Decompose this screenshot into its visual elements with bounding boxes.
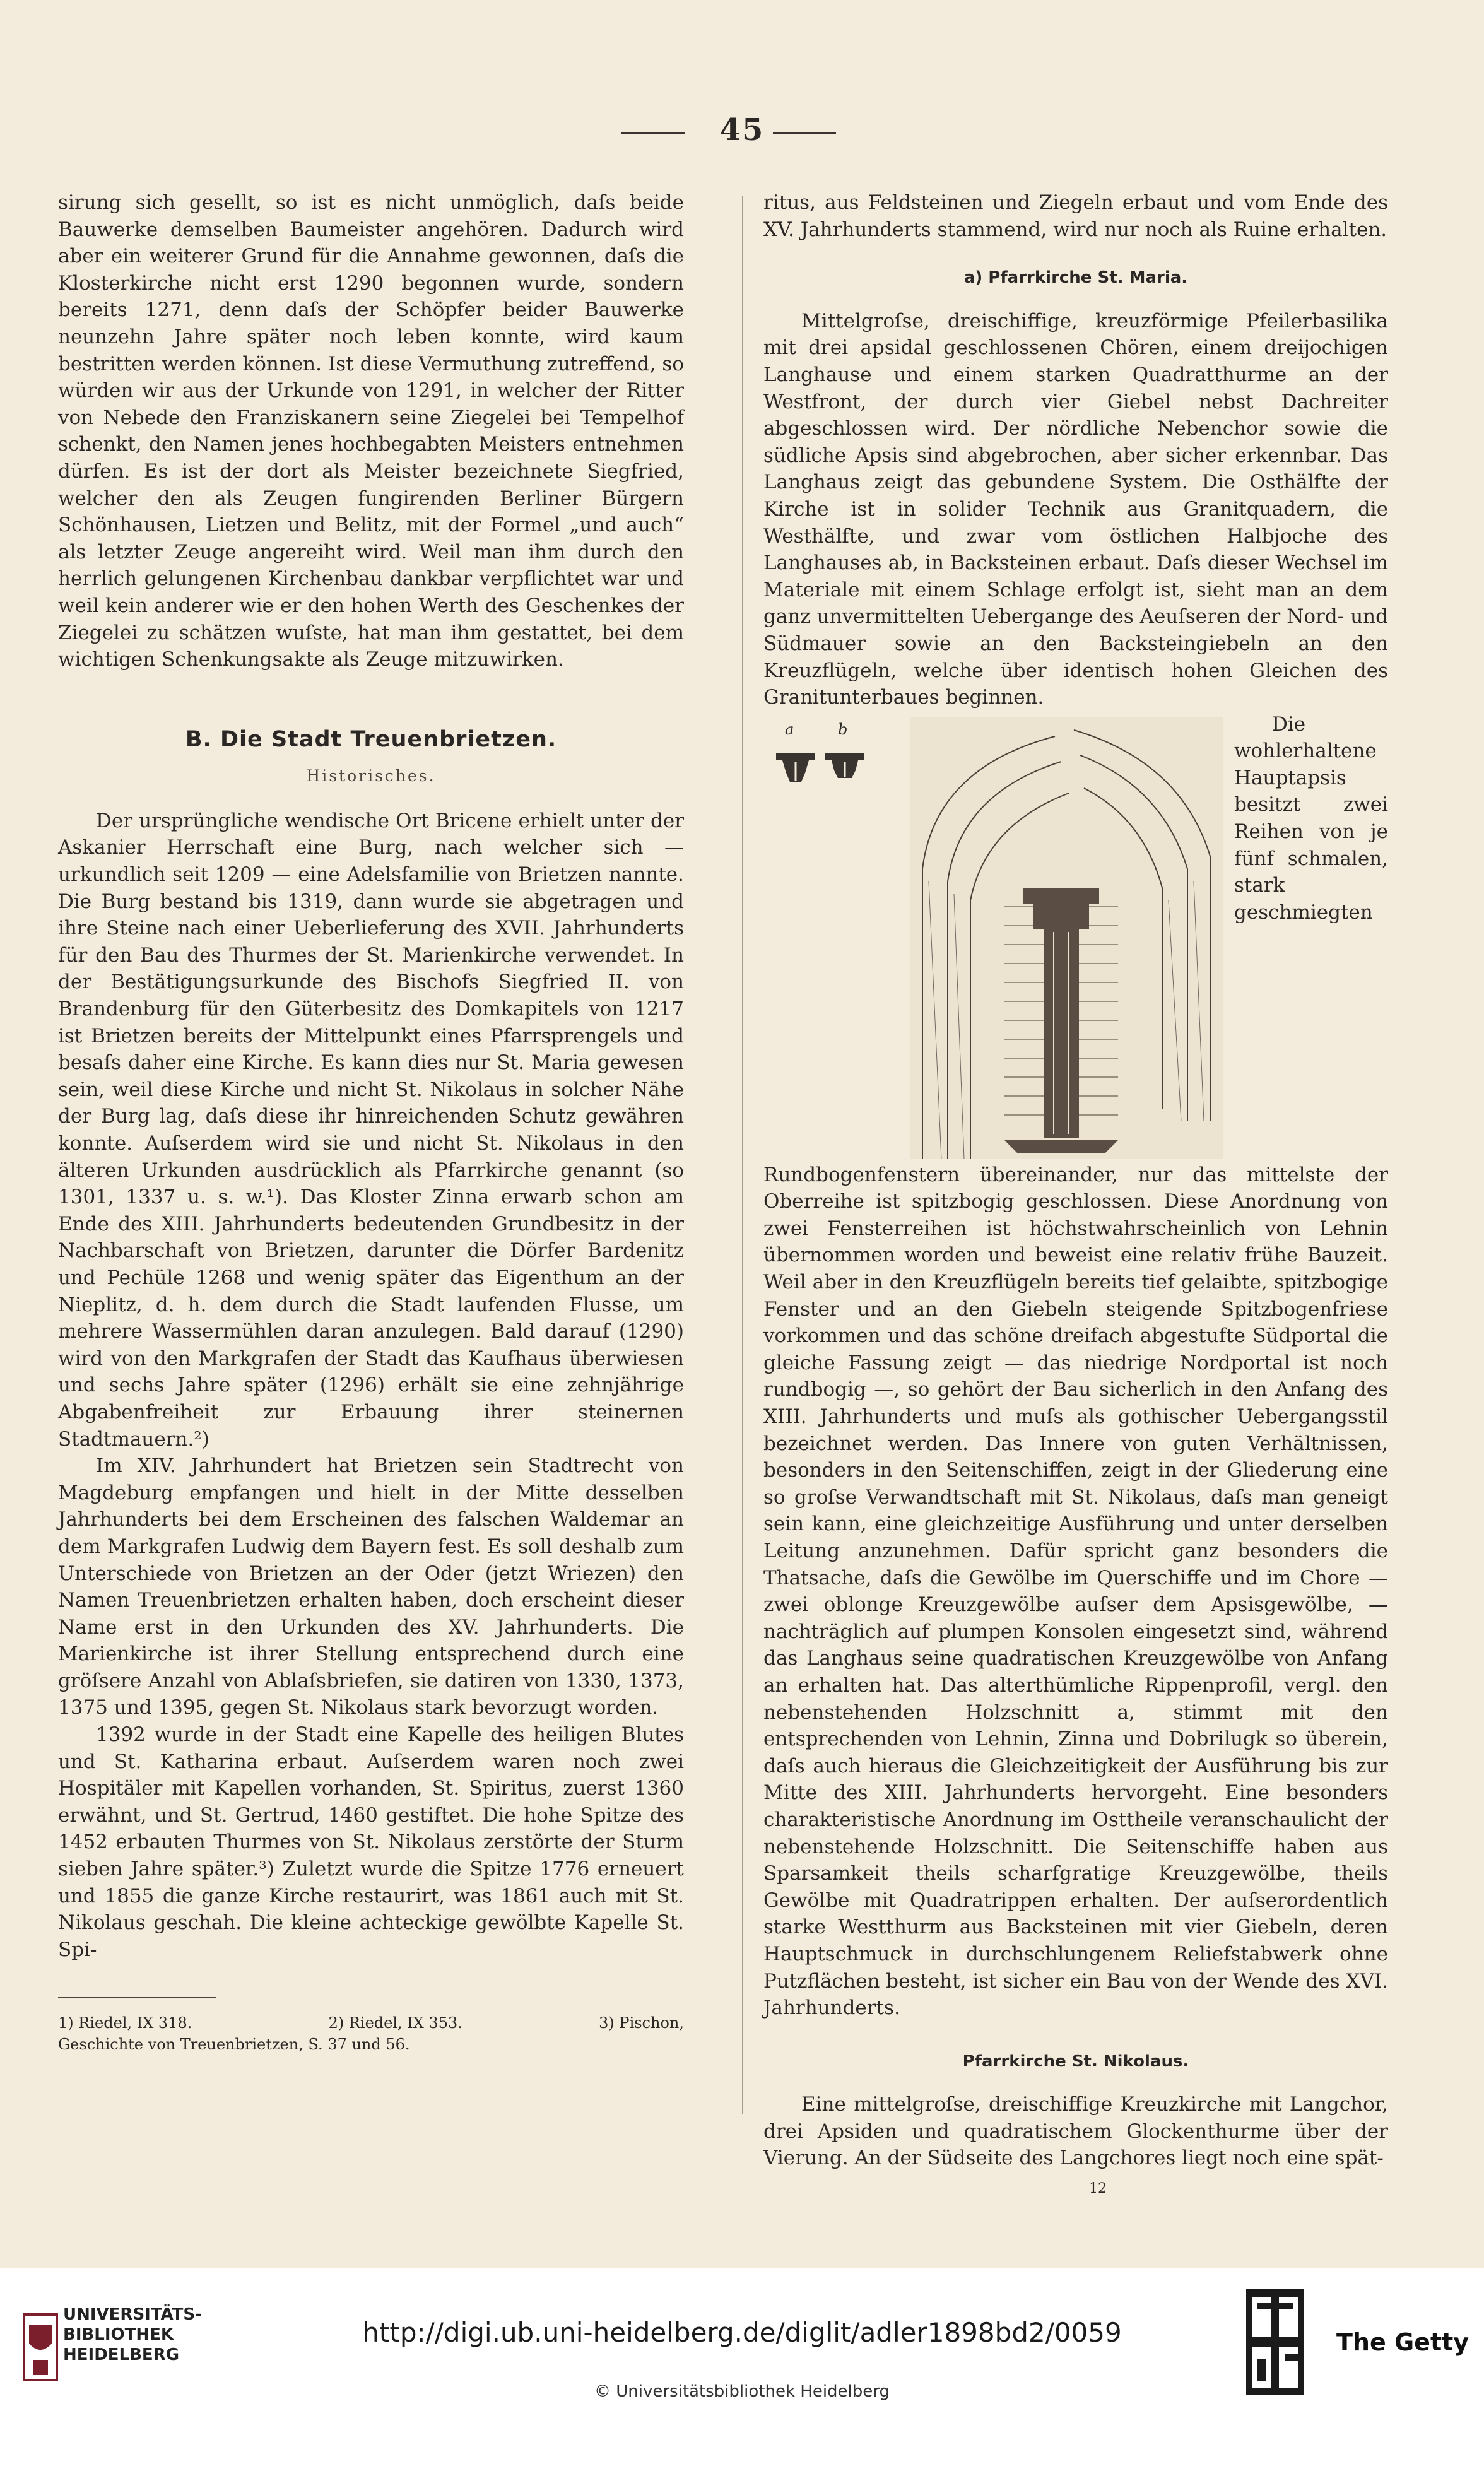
vault-drawing	[910, 717, 1223, 1159]
subsection-heading-st-maria: a) Pfarrkirche St. Maria.	[963, 268, 1188, 288]
figure-label-a: a	[785, 720, 794, 738]
left-column	[58, 189, 684, 2055]
body-paragraph: 1392 wurde in der Stadt eine Kapelle des heiligen Blutes und St. Katharina erbaut. Auſserdem waren noch zwei Hospitäler mit Kapellen vorhanden, St. Spiritus, zuerst 1360 erwähnt, und St. Gertrud, 1460 gestiftet. Die hohe Spitze des 1452 erbauten Thurmes von St. Nikolaus zerstörte der Sturm sieben Jahre später.³) Zuletzt wurde die Spitze 1776 erneuert und 1855 die ganze Kirche restaurirt, was 1861 auch mit St. Nikolaus geschah. Die kleine achteckige gewölbte Kapelle St. Spi-	[58, 1723, 684, 1961]
rib-profile-woodcut	[760, 715, 905, 810]
figure-label-b: b	[838, 720, 848, 738]
body-paragraph: ritus, aus Feldsteinen und Ziegeln erbaut und vom Ende des XV. Jahrhunderts stammend, wird nur noch als Ruine erhalten.	[763, 191, 1388, 241]
body-paragraph: Mittelgroſse, dreischiffige, kreuzförmige Pfeilerbasilika mit drei apsidal geschlossenen Chören, einem dreijochigen Langhause und einem starken Quadratthurme an der Westfront, der durch vier Giebel nebst Dachreiter abgeschlossen wird. Der nördliche Nebenchor sowie die südliche Apsis sind abgebrochen, aber sicher erkennbar. Das Langhaus zeigt das gebundene System. Die Osthälfte der Kirche ist in solider Technik aus Granitquadern, die Westhälfte, und zwar vom östlichen Halbjoche des Langhauses ab, in Backsteinen erbaut. Daſs dieser Wechsel im Materiale mit einem Schlage erfolgt ist, sieht man an dem ganz unvermittelten Uebergange des Aeuſseren der Nord- und Südmauer sowie an den Backsteingiebeln an den Kreuzflügeln, welche über identisch hohen Gleichen des Granitunterbaues beginnen.	[763, 309, 1388, 709]
header-rule-right	[773, 132, 836, 134]
footnote-continuation: Geschichte von Treuenbrietzen, S. 37 und 56.	[58, 2036, 410, 2054]
body-paragraph: Der ursprüngliche wendische Ort Bricene erhielt unter der Askanier Herrschaft eine Burg, nach welcher sich — urkundlich seit 1209 — eine Adelsfamilie von Brietzen nannte. Die Burg bestand bis 1319, dann wurde sie abgetragen und ihre Steine nach einer Ueberlieferung des XVII. Jahrhunderts für den Bau des Thurmes der St. Marienkirche verwendet. In der Bestätigungsurkunde des Bischofs Siegfried II. von Brandenburg für den Güterbesitz des Domkapitels von 1217 ist Brietzen bereits der Mittelpunkt eines Pfarrsprengels und besaſs daher eine Kirche. Es kann dies nur St. Maria gewesen sein, weil diese Kirche und nicht St. Nikolaus in solcher Nähe der Burg lag, daſs diese ihr hinreichenden Schutz gewähren konnte. Auſserdem wird sie und nicht St. Nikolaus in den älteren Urkunden ausdrücklich als Pfarrkirche genannt (so 1301, 1337 u. s. w.¹). Das Kloster Zinna erwarb schon am Ende des XIII. Jahrhunderts bedeutenden Grundbesitz in der Nachbarschaft von Brietzen, darunter die Dörfer Bardenitz und Pechüle 1268 und wenig später das Eigenthum an der Nieplitz, d. h. dem durch die Stadt laufenden Flusse, um mehrere Wassermühlen daran anzulegen. Bald darauf (1290) wird von den Markgrafen der Stadt das Kaufhaus überwiesen und sechs Jahre später (1296) erhält sie eine zehnjährige Abgabenfreiheit zur Erbauung ihrer steinernen Stadtmauern.²)	[58, 809, 684, 1451]
rib-profile-drawing	[760, 715, 905, 810]
footnote: 3) Pischon,	[599, 2014, 684, 2032]
page-number: 45	[719, 112, 765, 148]
copyright-notice: © Universitätsbibliothek Heidelberg	[594, 2382, 890, 2401]
right-column	[763, 189, 1388, 2203]
subsection-heading-st-nikolaus: Pfarrkirche St. Nikolaus.	[962, 2051, 1189, 2071]
signature-mark: 12	[1089, 2181, 1107, 2197]
section-subheading: Historisches.	[306, 767, 436, 786]
university-name-line: BIBLIOTHEK	[63, 2325, 174, 2344]
body-paragraph: Die wohlerhaltene Hauptapsis besitzt zwei Reihen von je fünf schmalen, stark geschmiegten Rundbogenfenstern übereinander, nur das mittelste der Oberreihe ist spitzbogig geschlossen. Diese Anordnung von zwei Fensterreihen ist höchstwahrscheinlich von Lehnin übernommen worden und beweist eine relativ frühe Bauzeit. Weil aber in den Kreuzflügeln bereits tief gelaibte, spitzbogige Fenster und an den Giebeln steigende Spitzbogenfriese vorkommen und das schöne dreifach abgestufte Südportal die gleiche Fassung zeigt — das niedrige Nordportal ist noch rundbogig —, so gehört der Bau sicherlich in den Anfang des XIII. Jahrhunderts und muſs als gothischer Uebergangsstil bezeichnet werden. Das Innere von guten Verhältnissen, besonders in den Seitenschiffen, zeigt in der Gliederung eine so groſse Verwandtschaft mit St. Nikolaus, daſs man geneigt sein kann, eine gleichzeitige Ausführung und unter derselben Leitung anzunehmen. Dafür spricht ganz besonders die Thatsache, daſs die Gewölbe im Querschiffe und im Chore — zwei oblonge Kreuzgewölbe auſser dem Apsisgewölbe, — nachträglich auf plumpen Konsolen eingesetzt sind, während das Langhaus seine quadratischen Kreuzgewölbe von Anfang an erhalten hat. Das alterthümliche Rippenprofil, vergl. den nebenstehenden Holzschnitt a, stimmt mit den entsprechenden von Lehnin, Zinna und Dobrilugk so überein, daſs auch hieraus die Gleichzeitigkeit der Ausführung bis zur Mitte des XIII. Jahrhunderts hervorgeht. Eine besonders charakteristische Anordnung im Osttheile veranschaulicht der nebenstehende Holzschnitt. Die Seitenschiffe haben aus Sparsamkeit theils scharfgratige Kreuzgewölbe, theils Gewölbe mit Quadratrippen erhalten. Der auſserordentlich starke Westthurm aus Backsteinen mit vier Giebeln, deren Hauptschmuck in durchschlungenem Reliefstabwerk ohne Putzflächen besteht, ist sicher ein Bau von der Wende des XVI. Jahrhunderts.	[763, 712, 1388, 2020]
body-paragraph: sirung sich gesellt, so ist es nicht unmöglich, daſs beide Bauwerke demselben Baumeister angehören. Dadurch wird aber ein weiterer Grund für die Annahme gewonnen, daſs die Klosterkirche nicht erst 1290 begonnen wurde, sondern bereits 1271, denn daſs der Schöpfer beider Bauwerke neunzehn Jahre später noch leben konnte, wird kaum bestritten werden können. Ist diese Vermuthung zutreffend, so würden wir aus der Urkunde von 1291, in welcher der Ritter von Nebede den Franziskanern seine Ziegelei bei Tempelhof schenkt, den Namen jenes hochbegabten Meisters entnehmen dürfen. Es ist der dort als Meister bezeichnete Siegfried, welcher den als Zeugen fungirenden Berliner Bürgern Schönhausen, Lietzen und Belitz, mit der Formel „und auch“ als letzter Zeuge angereiht wird. Weil man ihm durch den herrlich gelungenen Kirchenbau dankbar verpflichtet war und weil kein anderer wie er den hohen Werth des Geschenkes der Ziegelei zu schätzen wuſste, hat man ihm gestattet, bei dem wichtigen Schenkungsakte als Zeuge mitzuwirken.	[58, 191, 684, 671]
university-name-line: UNIVERSITÄTS-	[63, 2305, 202, 2324]
university-name-line: HEIDELBERG	[63, 2345, 180, 2364]
footnote: 2) Riedel, IX 353.	[328, 2014, 462, 2032]
getty-partner-name: The Getty	[1336, 2328, 1469, 2356]
footnote-divider	[58, 1997, 216, 1998]
vault-woodcut-illustration	[910, 717, 1223, 1159]
footnotes	[58, 2012, 684, 2055]
body-paragraph: Im XIV. Jahrhundert hat Brietzen sein Stadtrecht von Magdeburg empfangen und hielt in der Mitte desselben Jahrhunderts bei dem Erscheinen des falschen Waldemar an dem Markgrafen Ludwig dem Bayern fest. Es soll deshalb zum Unterschiede von Brietzen an der Oder (jetzt Wriezen) den Namen Treuenbrietzen erhalten haben, doch erscheint dieser Name erst in den Urkunden des XV. Jahrhunderts. Die Marienkirche ist ihrer Stellung entsprechend durch eine gröſsere Anzahl von Ablaſsbriefen, sie datiren von 1330, 1373, 1375 und 1395, gegen St. Nikolaus stark bevorzugt worden.	[58, 1454, 684, 1719]
footnote: 1) Riedel, IX 318.	[58, 2014, 192, 2032]
getty-logo-icon	[1246, 2289, 1304, 2395]
column-divider	[742, 196, 743, 2114]
section-heading: B. Die Stadt Treuenbrietzen.	[185, 726, 557, 752]
body-paragraph: Eine mittelgroſse, dreischiffige Kreuzkirche mit Langchor, drei Apsiden und quadratischem Glockenthurme über der Vierung. An der Südseite des Langchores liegt noch eine spät-	[763, 2093, 1388, 2170]
permalink-url[interactable]: http://digi.ub.uni-heidelberg.de/diglit/adler1898bd2/0059	[362, 2317, 1122, 2348]
